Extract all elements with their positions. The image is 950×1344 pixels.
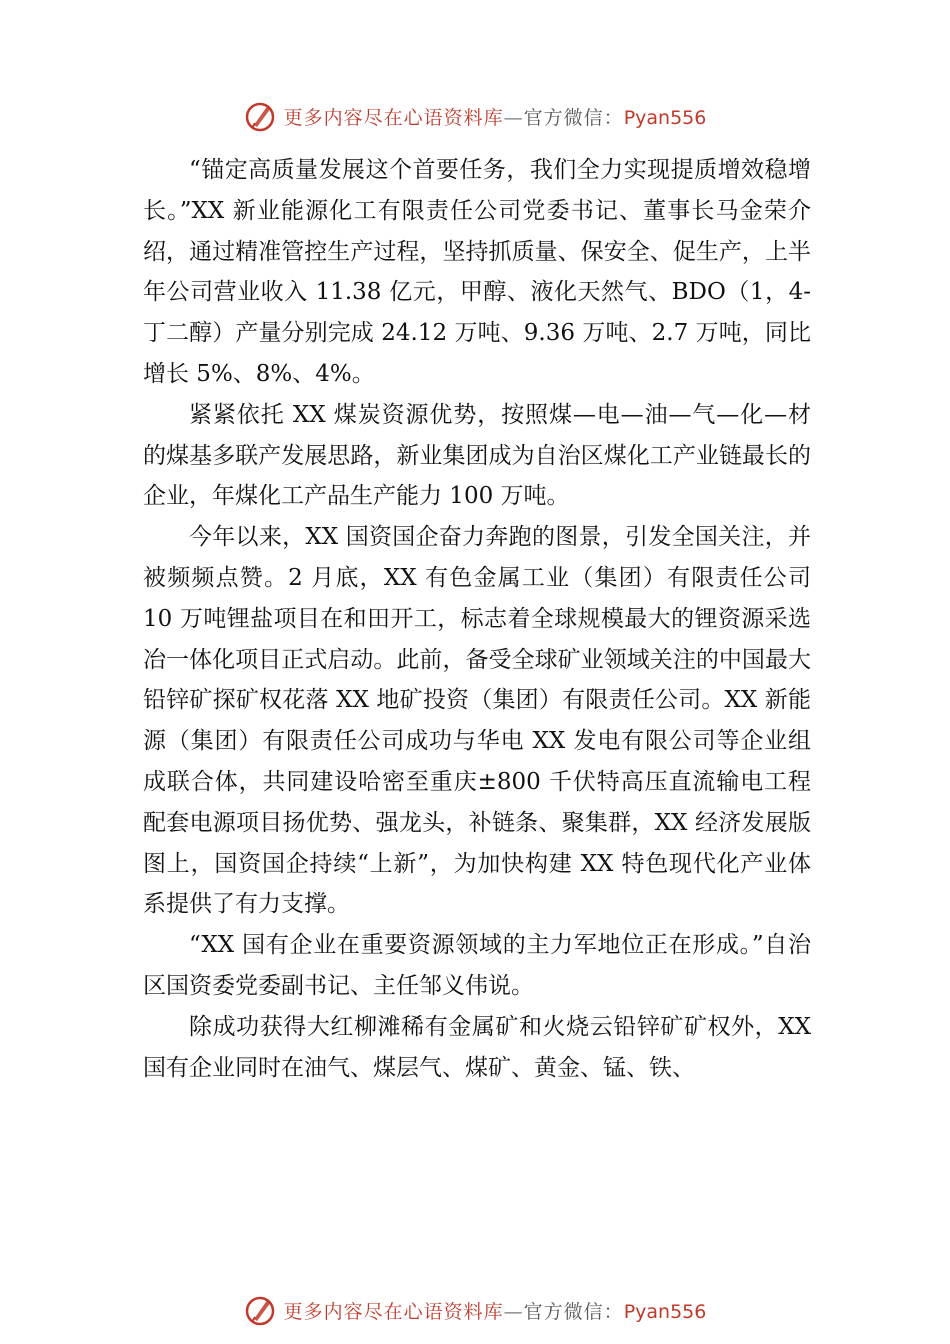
footer-banner — [0, 1290, 950, 1330]
quill-logo-icon — [244, 1293, 278, 1327]
footer-banner-dash: — — [503, 1300, 524, 1323]
header-wechat-id: Pyan556 — [623, 106, 707, 129]
header-wechat-label: 官方微信： — [523, 106, 624, 129]
header-banner-dash: — — [503, 106, 524, 129]
document-body — [143, 150, 811, 1088]
paragraph-1: “锚定高质量发展这个首要任务，我们全力实现提质增效稳增长。”XX 新业能源化工有限责任公司党委书记、董事长马金荣介绍，通过精准管控生产过程，坚持抓质量、保安全、促生产，上半年公司营业收入 11.38 亿元，甲醇、液化天然气、BDO（1，4-丁二醇）产量分别完成 24.12 万吨、9.36 万吨、2.7 万吨，同比增长 5%、8%、4%。 — [143, 157, 811, 387]
header-banner-text: 更多内容尽在心语资料库 — [283, 106, 504, 129]
footer-wechat-label: 官方微信： — [523, 1300, 624, 1323]
paragraph-5: 除成功获得大红柳滩稀有金属矿和火烧云铅锌矿矿权外，XX 国有企业同时在油气、煤层气、煤矿、黄金、锰、铁、 — [143, 1013, 811, 1081]
footer-banner-text: 更多内容尽在心语资料库 — [283, 1300, 504, 1323]
footer-wechat-id: Pyan556 — [623, 1300, 707, 1323]
paragraph-2: 紧紧依托 XX 煤炭资源优势，按照煤—电—油—气—化—材的煤基多联产发展思路，新业集团成为自治区煤化工产业链最长的企业，年煤化工产品生产能力 100 万吨。 — [143, 401, 811, 510]
quill-logo-icon — [244, 99, 278, 133]
paragraph-4: “XX 国有企业在重要资源领域的主力军地位正在形成。”自治区国资委党委副书记、主任邹义伟说。 — [143, 932, 811, 999]
paragraph-3: 今年以来，XX 国资国企奋力奔跑的图景，引发全国关注，并被频频点赞。2 月底，XX 有色金属工业（集团）有限责任公司 10 万吨锂盐项目在和田开工，标志着全球规模最大的锂资源采选冶一体化项目正式启动。此前，备受全球矿业领域关注的中国最大铅锌矿探矿权花落 XX 地矿投资（集团）有限责任公司。XX 新能源（集团）有限责任公司成功与华电 XX 发电有限公司等企业组成联合体，共同建设哈密至重庆±800 千伏特高压直流输电工程配套电源项目扬优势、强龙头，补链条、聚集群，XX 经济发展版图上，国资国企持续“上新”，为加快构建 XX 特色现代化产业体系提供了有力支撑。 — [143, 524, 811, 918]
header-banner — [0, 96, 950, 136]
